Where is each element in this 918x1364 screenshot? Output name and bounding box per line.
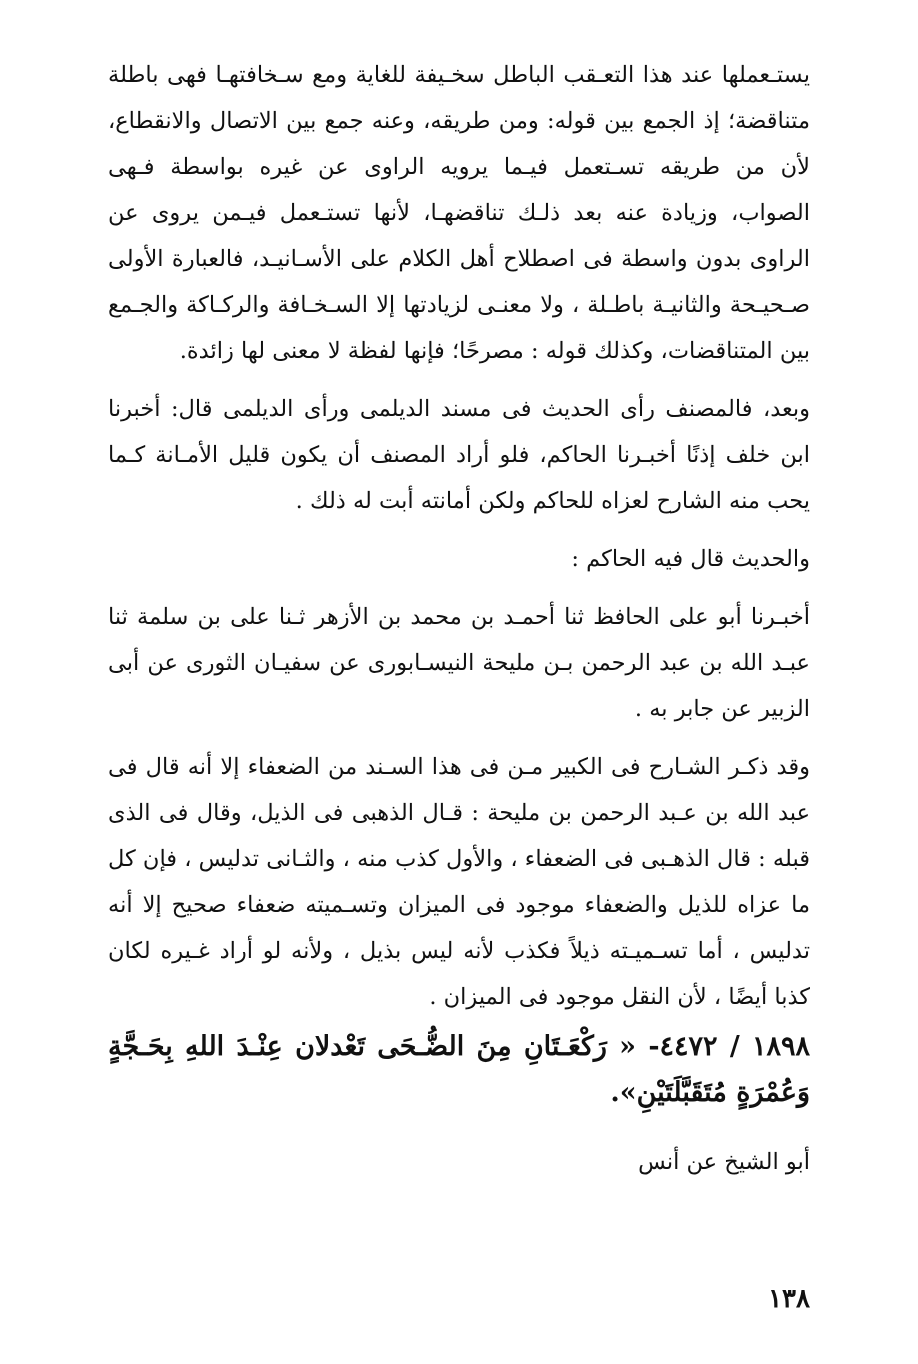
commentary-paragraph-5: وقد ذكـر الشـارح فى الكبير مـن فى هذا السـند من الضعفاء إلا أنه قال فى عبد الله بن عـبد الرحمن بن مليحة : قـال الذهبى فى الذيل، وقال فى الذى قبله : قال الذهـبى فى الضعفاء ، والأول كذب منه ، والثـانى تدليس ، فإن كل ما عزاه للذيل والضعفاء موجود فى الميزان وتسـميته ضعفاء صحيح إلا أنه تدليس ، أما تسـميـته ذيلاً فكذب لأنه ليس بذيل ، ولأنه لو أراد غـيره لكان كذبا أيضًا ، لأن النقل موجود فى الميزان . (108, 754, 810, 1010)
commentary-paragraph-3: والحديث قال فيه الحاكم : (571, 546, 810, 572)
commentary-paragraph-1: يستـعملها عند هذا التعـقب الباطل سخـيفة للغاية ومع سـخافتهـا فهى باطلة متناقضة؛ إذ الجمع بين قوله: ومن طريقه، وعنه جمع بين الاتصال والانقطاع، لأن من طريقه تسـتعمل فيـما يرويه الراوى عن غيره بواسطة فـهى الصواب، وزيادة عنه بعد ذلـك تناقضهـا، لأنها تستـعمل فيـمن يروى عن الراوى بدون واسطة فى اصطلاح أهل الكلام على الأسـانيـد، فالعبارة الأولى صـحيـحة والثانيـة باطـلة ، ولا معنـى لزيادتها إلا السـخـافة والركـاكة والجـمع بين المتناقضات، وكذلك قوله : مصرحًا؛ فإنها لفظة لا معنى لها زائدة. (108, 62, 810, 364)
hadith-entry (108, 1024, 810, 1116)
book-page (108, 52, 810, 1182)
commentary-paragraph-4: أخبـرنا أبو على الحافظ ثنا أحمـد بن محمد بن الأزهر ثـنا على بن سلمة ثنا عبـد الله بن عبد الرحمن بـن مليحة النيسـابورى عن سفيـان الثورى عن أبى الزبير عن جابر به . (108, 604, 810, 722)
hadith-text: « رَكْعَـتَانِ مِنَ الضُّـحَى تَعْدلان عِنْـدَ اللهِ بِحَـجَّةٍ وَعُمْرَةٍ مُتَقَبَّلَتَيْنِ». (108, 1031, 810, 1108)
hadith-number: ١٨٩٨ / ٤٤٧٢- (648, 1031, 810, 1062)
hadith-source: أبو الشيخ عن أنس (638, 1149, 810, 1175)
page-number: ١٣٨ (768, 1284, 810, 1314)
commentary-paragraph-2: وبعد، فالمصنف رأى الحديث فى مسند الديلمى ورأى الديلمى قال: أخبرنا ابن خلف إذنًا أخبـرنا الحاكم، فلو أراد المصنف أن يكون قليل الأمـانة كـما يحب منه الشارح لعزاه للحاكم ولكن أمانته أبت له ذلك . (108, 396, 810, 514)
